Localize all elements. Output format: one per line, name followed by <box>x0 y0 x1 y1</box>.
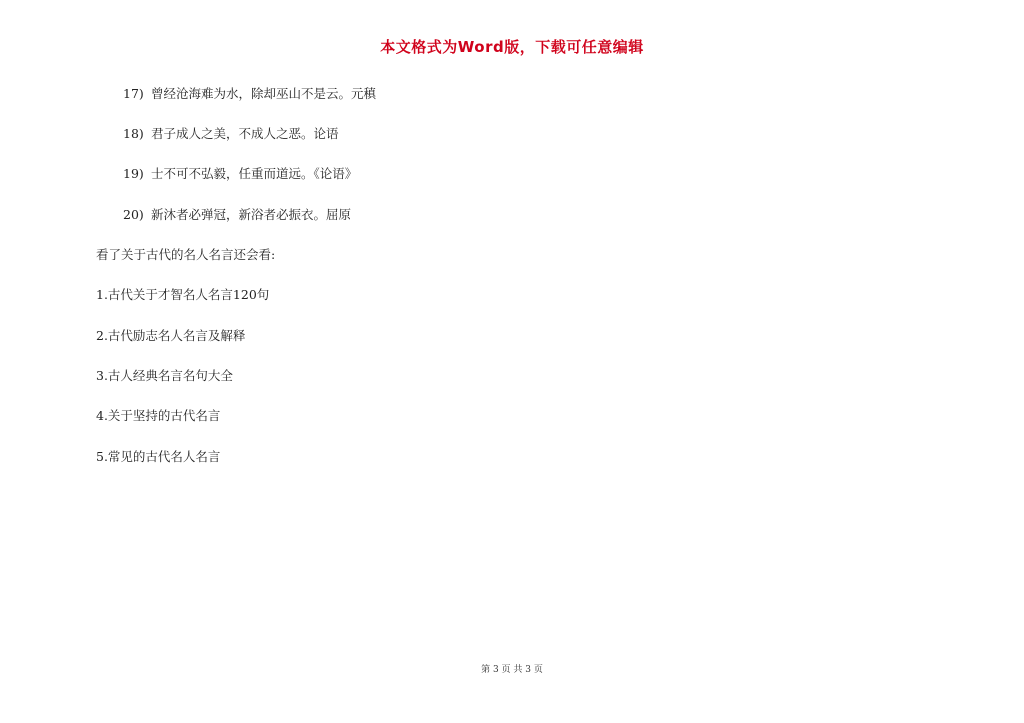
related-link[interactable]: 5.常见的古代名人名言 <box>96 449 221 464</box>
related-link[interactable]: 2.古代励志名人名言及解释 <box>96 328 246 343</box>
quote-text: 士不可不弘毅，任重而道远。《论语》 <box>151 166 358 181</box>
quote-text: 新沐者必弹冠，新浴者必振衣。屈原 <box>151 207 352 222</box>
watermark-header: 本文格式为Word版，下载可任意编辑 <box>380 38 644 56</box>
quote-item <box>123 166 357 182</box>
quote-number: 18) <box>123 126 144 141</box>
related-heading: 看了关于古代的名人名言还会看: <box>96 247 276 262</box>
quote-number: 17) <box>123 86 144 101</box>
quote-number: 19) <box>123 166 144 181</box>
page-number: 第 3 页 共 3 页 <box>481 665 543 675</box>
quote-text: 曾经沧海难为水，除却巫山不是云。元稹 <box>151 86 377 101</box>
related-link[interactable]: 4.关于坚持的古代名言 <box>96 408 221 423</box>
quote-item <box>123 86 376 102</box>
related-link[interactable]: 3.古人经典名言名句大全 <box>96 368 233 383</box>
related-link[interactable]: 1.古代关于才智名人名言120句 <box>96 287 270 302</box>
quote-item <box>123 207 351 223</box>
quote-number: 20) <box>123 207 144 222</box>
quote-text: 君子成人之美，不成人之恶。论语 <box>151 126 339 141</box>
quote-item <box>123 126 339 142</box>
